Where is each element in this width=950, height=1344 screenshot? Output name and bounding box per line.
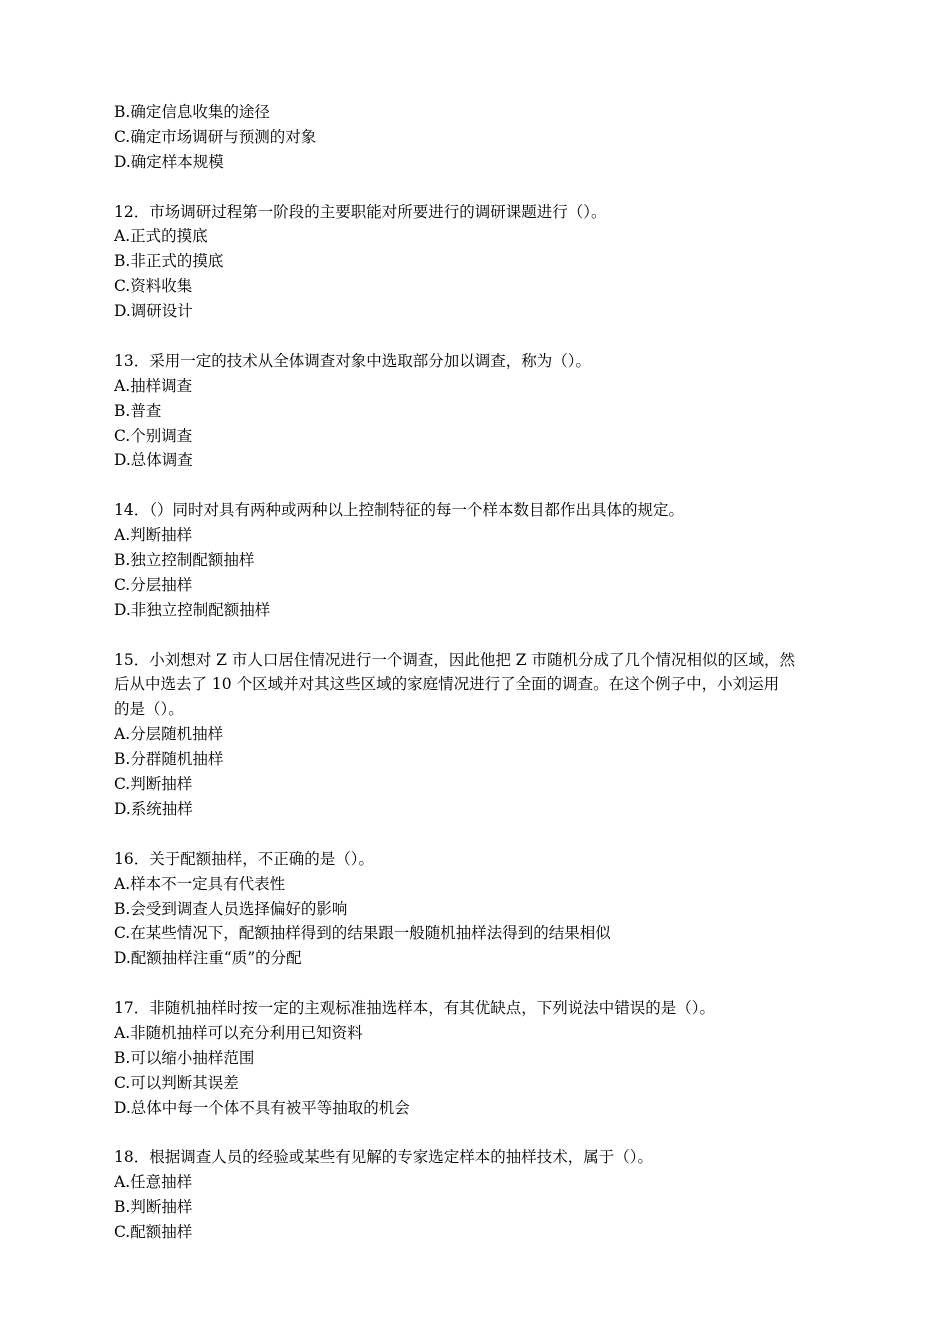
option-a: A.样本不一定具有代表性 [114,874,286,893]
option-b: B.独立控制配额抽样 [114,551,255,570]
option-d: D.总体中每一个体不具有被平等抽取的机会 [114,1098,410,1117]
option-c: C.分层抽样 [114,575,193,594]
question-stem: 15．小刘想对 Z 市人口居住情况进行一个调查，因此他把 Z 市随机分成了几个情况相似的区域，然 [114,650,795,669]
continued-options [114,100,844,175]
option-c: C.判断抽样 [114,775,193,794]
option-d: D.总体调查 [114,451,193,470]
option-d: D.调研设计 [114,302,193,321]
question-stem: 的是（）。 [114,700,184,719]
question-17 [114,996,844,1120]
question-16 [114,847,844,971]
option-a: A.抽样调查 [114,376,193,395]
option-a: A.分层随机抽样 [114,725,224,744]
question-stem: 14．（）同时对具有两种或两种以上控制特征的每一个样本数目都作出具体的规定。 [114,501,684,520]
option-d: D.系统抽样 [114,799,193,818]
question-stem: 13．采用一定的技术从全体调查对象中选取部分加以调查，称为（）。 [114,351,591,370]
option-a: A.任意抽样 [114,1173,193,1192]
question-stem: 12．市场调研过程第一阶段的主要职能对所要进行的调研课题进行（）。 [114,202,607,221]
option-line: C.确定市场调研与预测的对象 [114,127,317,146]
option-d: D.配额抽样注重“质”的分配 [114,949,302,968]
option-b: B.判断抽样 [114,1198,193,1217]
option-line: B.确定信息收集的途径 [114,103,270,121]
question-stem: 16．关于配额抽样，不正确的是（）。 [114,849,374,868]
question-13 [114,349,844,473]
document-page [114,100,844,1245]
spacer [114,822,844,847]
option-b: B.非正式的摸底 [114,252,224,271]
question-14 [114,498,844,622]
option-a: A.非随机抽样可以充分利用已知资料 [114,1023,363,1042]
spacer [114,623,844,648]
option-c: C.个别调查 [114,426,193,445]
option-c: C.配额抽样 [114,1223,193,1242]
option-d: D.非独立控制配额抽样 [114,600,271,619]
option-b: B.分群随机抽样 [114,750,224,769]
question-stem: 18．根据调查人员的经验或某些有见解的专家选定样本的抽样技术，属于（）。 [114,1148,653,1167]
question-15 [114,648,844,822]
question-stem: 后从中选去了 10 个区域并对其这些区域的家庭情况进行了全面的调查。在这个例子中，小刘运用 [114,675,780,694]
spacer [114,473,844,498]
spacer [114,324,844,349]
spacer [114,971,844,996]
question-18 [114,1145,844,1245]
option-b: B.可以缩小抽样范围 [114,1048,255,1067]
option-c: C.资料收集 [114,277,193,296]
option-a: A.判断抽样 [114,526,193,545]
spacer [114,175,844,200]
question-stem: 17．非随机抽样时按一定的主观标准抽选样本，有其优缺点，下列说法中错误的是（）。 [114,999,715,1018]
option-line: D.确定样本规模 [114,152,224,171]
option-b: B.普查 [114,401,162,420]
spacer [114,1121,844,1146]
question-12 [114,200,844,324]
option-b: B.会受到调查人员选择偏好的影响 [114,899,348,918]
option-c: C.在某些情况下，配额抽样得到的结果跟一般随机抽样法得到的结果相似 [114,924,611,943]
option-a: A.正式的摸底 [114,227,208,246]
option-c: C.可以判断其误差 [114,1073,239,1092]
